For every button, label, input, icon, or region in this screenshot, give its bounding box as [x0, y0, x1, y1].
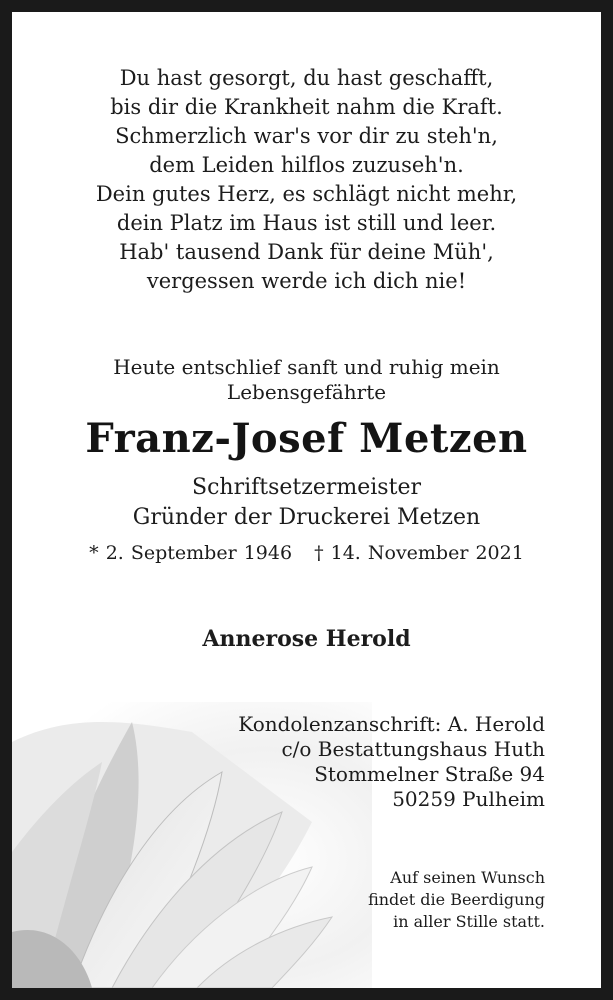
death-date: † 14. November 2021: [314, 542, 524, 564]
mourner-name: Annerose Herold: [202, 626, 411, 652]
poem-line: bis dir die Krankheit nahm die Kraft.: [110, 95, 503, 119]
birth-date: * 2. September 1946: [89, 542, 293, 564]
deceased-name: Franz-Josef Metzen: [85, 415, 528, 462]
note-line: in aller Stille statt.: [393, 912, 545, 931]
poem-line: Dein gutes Herz, es schlägt nicht mehr,: [95, 182, 518, 206]
condolence-address: [165, 712, 545, 812]
address-line: Stommelner Straße 94: [314, 762, 545, 786]
poem: [12, 64, 601, 296]
address-line: Kondolenzanschrift: A. Herold: [238, 712, 545, 736]
deceased-titles: [12, 473, 601, 533]
founder-note: Gründer der Druckerei Metzen: [132, 505, 481, 530]
poem-line: Hab' tausend Dank für deine Müh',: [119, 240, 494, 264]
death-announcement: [12, 355, 601, 405]
poem-line: dem Leiden hilflos zuzuseh'n.: [149, 153, 464, 177]
obituary-card: [12, 12, 601, 988]
poem-line: Du hast gesorgt, du hast geschafft,: [119, 66, 494, 90]
address-line: c/o Bestattungshaus Huth: [281, 737, 545, 761]
note-line: findet die Beerdigung: [368, 890, 545, 909]
announcement-line: Lebensgefährte: [226, 380, 387, 404]
poem-line: vergessen werde ich dich nie!: [146, 269, 467, 293]
funeral-note: [265, 867, 545, 933]
occupation: Schriftsetzermeister: [192, 475, 421, 500]
announcement-line: Heute entschlief sanft und ruhig mein: [113, 355, 500, 379]
address-line: 50259 Pulheim: [392, 787, 545, 811]
note-line: Auf seinen Wunsch: [390, 868, 545, 887]
poem-line: Schmerzlich war's vor dir zu steh'n,: [115, 124, 498, 148]
life-dates: [12, 540, 601, 566]
poem-line: dein Platz im Haus ist still und leer.: [116, 211, 497, 235]
